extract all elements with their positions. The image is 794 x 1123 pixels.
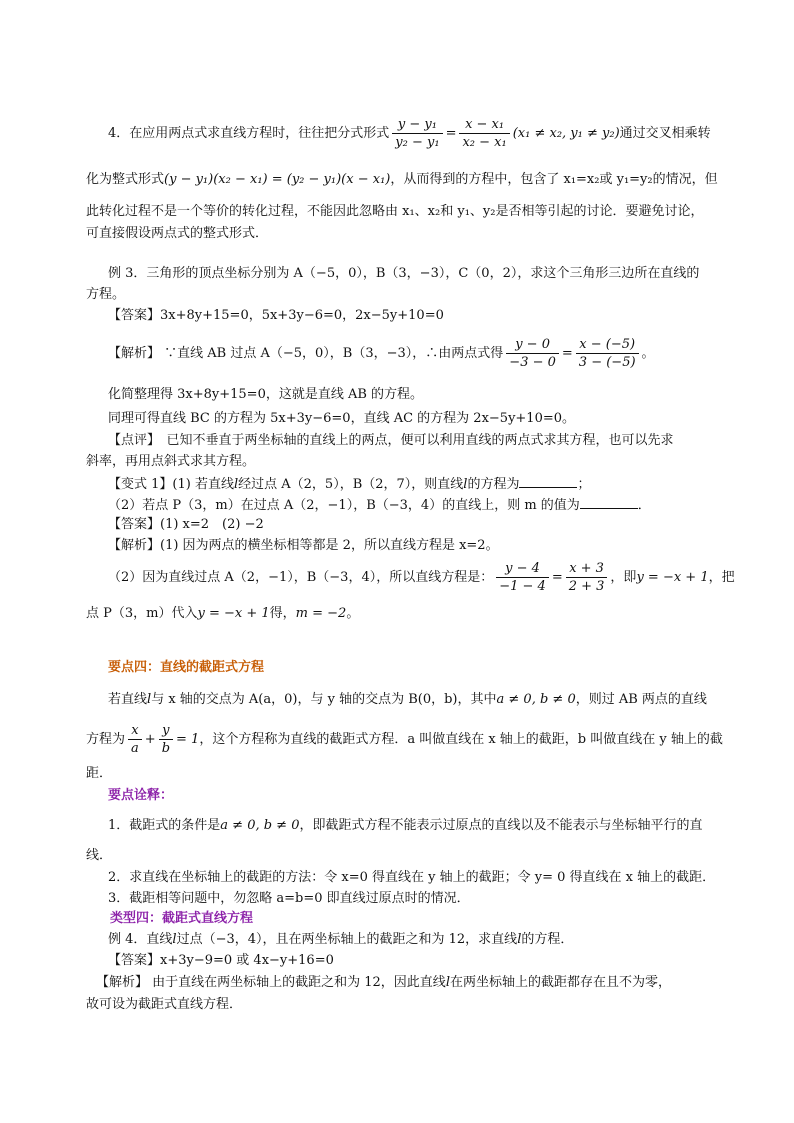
example4-question: 例 4．直线l过点（−3，4），且在两坐标轴上的截距之和为 12，求直线l的方程．	[108, 932, 574, 947]
type4-title: 类型四：截距式直线方程	[110, 911, 254, 926]
example4-answer: 【答案】x+3y−9=0 或 4x−y+16=0	[108, 953, 334, 968]
note2: 2．求直线在坐标轴上的截距的方法：令 x=0 得直线在 y 轴上的截距；令 y= 0 得直线在 x 轴上的截距．	[108, 870, 716, 885]
answer-blank	[519, 473, 577, 488]
variant1-sol1: 【解析】(1) 因为两点的横坐标相等都是 2，所以直线方程是 x=2。	[108, 538, 499, 553]
variant1-q1: 【变式 1】(1) 若直线l经过点 A（2，5），B（2，7），则直线l的方程为 ；	[108, 473, 738, 495]
fraction: $\frac{\text{y − y₁}}{\text{y₂ − y₁}}$	[392, 116, 442, 151]
answer-blank	[580, 494, 638, 509]
example3-sol-line2: 化简整理得 3x+8y+15=0，这就是直线 AB 的方程。	[108, 387, 424, 402]
section4-para1: 若直线l与 x 轴的交点为 A(a，0)，与 y 轴的交点为 B(0，b)，其中a ≠ 0, b ≠ 0，则过 AB 两点的直线	[108, 692, 707, 707]
fraction: $\frac{x - (-5)}{3 - (-5)}$	[576, 336, 639, 371]
note3: 3．截距相等问题中，勿忽略 a=b=0 即直线过原点时的情况．	[108, 891, 470, 906]
example3-comment-cont: 斜率，再用点斜式求其方程。	[86, 454, 256, 469]
example3-comment: 【点评】 已知不垂直于两坐标轴的直线上的两点，便可以利用直线的两点式求其方程，也可以先求	[108, 433, 674, 448]
para4-line3: 此转化过程不是一个等价的转化过程，不能因此忽略由 x₁、x₂和 y₁、y₂是否相等引起的讨论．要避免讨论，	[86, 204, 704, 219]
variant1-q2: （2）若点 P（3，m）在过点 A（2，−1），B（−3，4）的直线上，则 m 的值为 ．	[108, 494, 738, 516]
example3-answer: 【答案】3x+8y+15=0，5x+3y−6=0，2x−5y+10=0	[108, 308, 444, 323]
fraction: $\frac{y - 0}{-3 - 0}$	[506, 336, 559, 371]
note1-cont: 线．	[86, 848, 113, 863]
para4-line4: 可直接假设两点式的整式形式．	[86, 226, 269, 241]
note1: 1．截距式的条件是a ≠ 0, b ≠ 0，即截距式方程不能表示过原点的直线以及不能表示与坐标轴平行的直	[108, 818, 703, 833]
example3-question-cont: 方程。	[86, 287, 126, 302]
example3-solution: 【解析】 ∵直线 AB 过点 A（−5，0），B（3，−3），∴由两点式得 $\frac{y - 0}{-3 - 0}$ = $\frac{x - (-5)}{3 - (-5)}$ 。	[108, 337, 655, 370]
fraction: $\frac{x + 3}{2 + 3}$	[566, 560, 608, 595]
fraction: $\frac{x}{a}$	[128, 722, 142, 757]
fraction: $\frac{y - 4}{-1 - 4}$	[496, 560, 549, 595]
section4-title: 要点四：直线的截距式方程	[108, 660, 265, 675]
variant1-sol2: （2）因为直线过点 A（2，−1），B（−3，4），所以直线方程是： $\frac{y - 4}{-1 - 4}$ = $\frac{x + 3}{2 + 3}$ ，即y = −x + 1，把	[108, 561, 735, 594]
example4-solution: 【解析】 由于直线在两坐标轴上的截距之和为 12，因此直线l在两坐标轴上的截距都存在且不为零，	[96, 975, 671, 990]
fraction: $\frac{\text{x − x₁}}{\text{x₂ − x₁}}$	[459, 116, 509, 151]
section4-para2: 方程为 $\frac{x}{a}$ + $\frac{y}{b}$ = 1，这个方程称为直线的截距式方程．a 叫做直线在 x 轴上的截距，b 叫做直线在 y 轴上的截	[86, 723, 723, 756]
para4-line1: 4．在应用两点式求直线方程时，往往把分式形式 $\frac{\text{y − y₁}}{\text{y₂ − y₁}}$ = $\frac{\text{x − x₁}}{\text{x₂ − x₁}}$ (x₁ ≠ x₂, y₁ ≠ y₂)通过交叉相乘转	[108, 117, 711, 150]
variant1-answer: 【答案】(1) x=2 (2) −2	[108, 517, 264, 532]
example4-solution-cont: 故可设为截距式直线方程．	[86, 997, 243, 1012]
example3-question: 例 3．三角形的顶点坐标分别为 A（−5，0），B（3，−3），C（0，2），求这个三角形三边所在直线的	[108, 266, 700, 281]
variant1-sol3: 点 P（3，m）代入y = −x + 1得，m = −2。	[86, 606, 360, 621]
para4-line2: 化为整式形式(y − y₁)(x₂ − x₁) = (y₂ − y₁)(x − x₁)，从而得到的方程中，包含了 x₁=x₂或 y₁=y₂的情况，但	[86, 172, 718, 187]
section4-para3: 距．	[86, 766, 113, 781]
example3-sol-line3: 同理可得直线 BC 的方程为 5x+3y−6=0，直线 AC 的方程为 2x−5y+10=0。	[108, 411, 576, 426]
notes-title: 要点诠释：	[108, 788, 174, 803]
fraction: $\frac{y}{b}$	[159, 722, 173, 757]
